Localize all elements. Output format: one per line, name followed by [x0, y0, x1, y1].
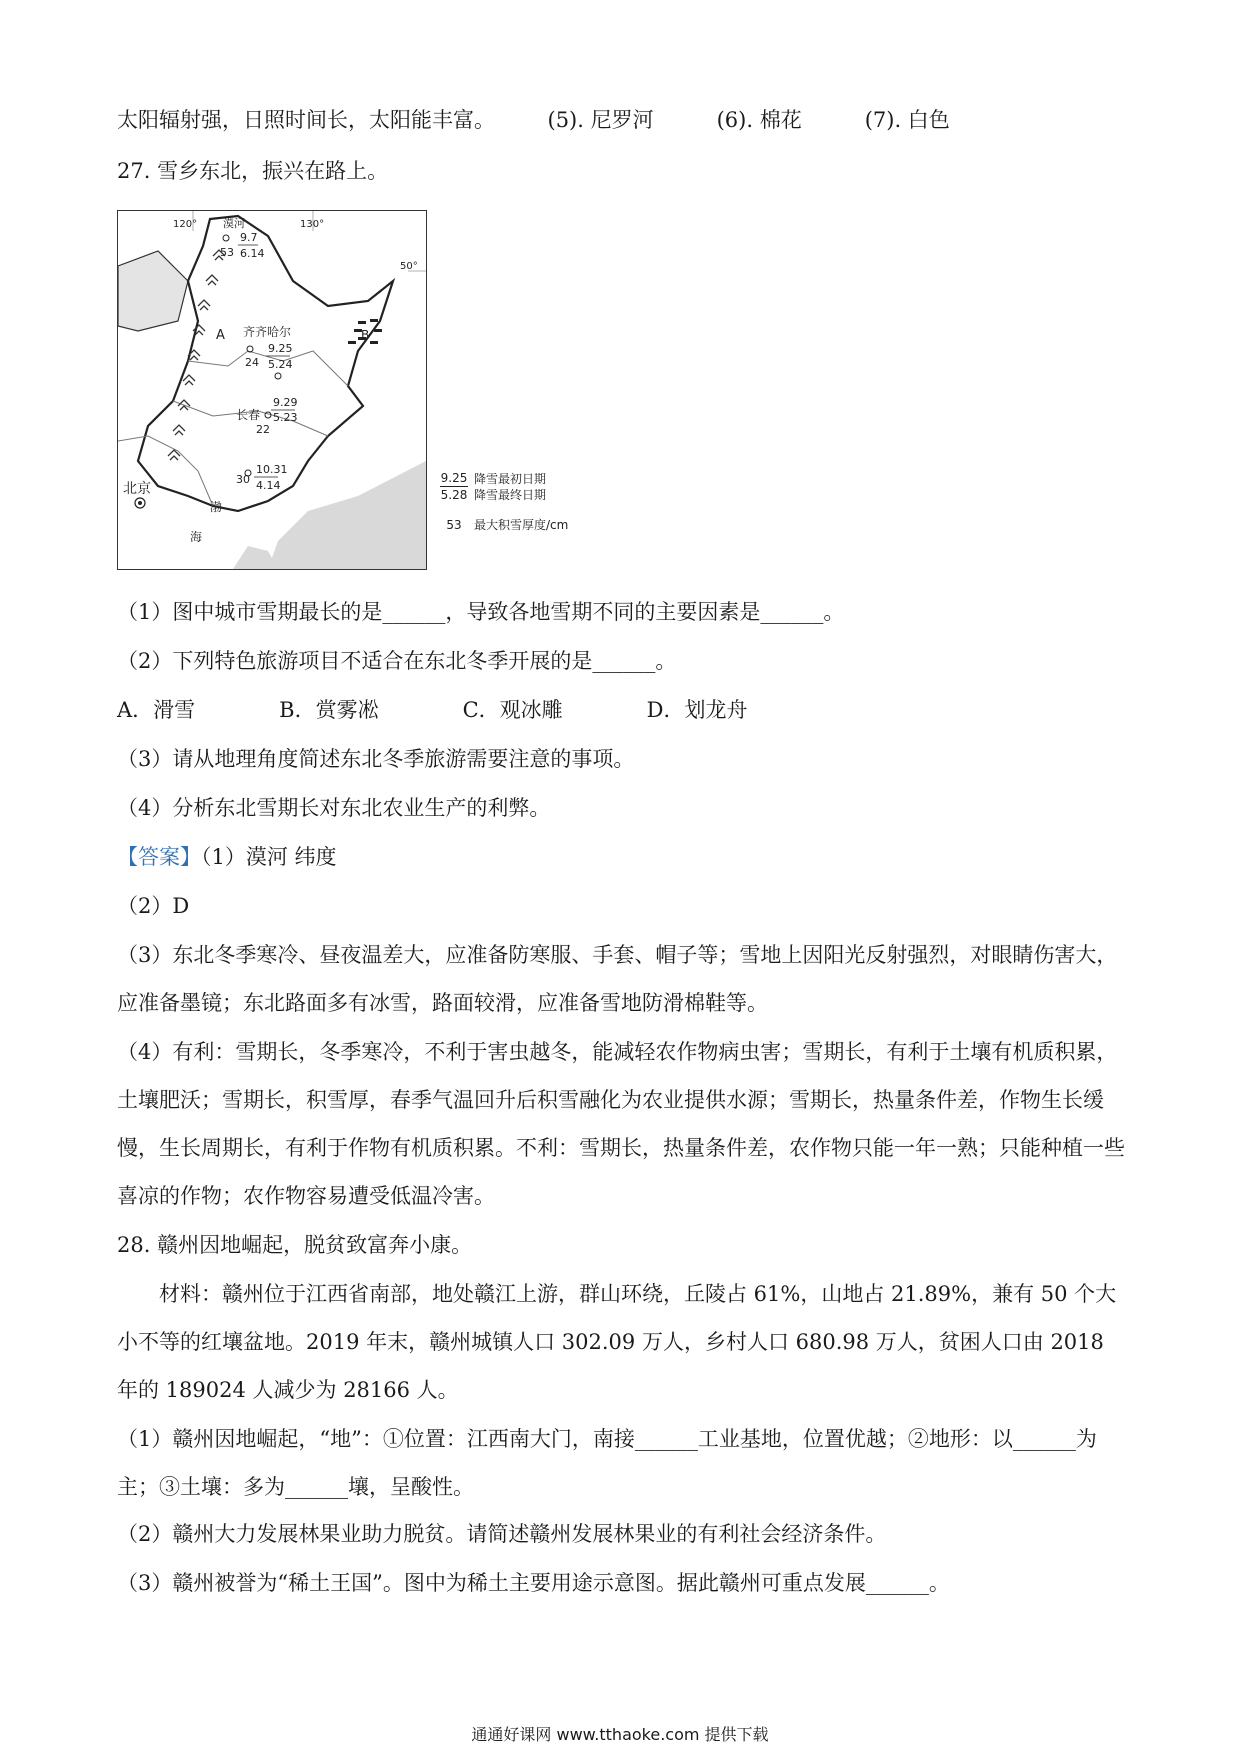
page-footer: 通通好课网 www.tthaoke.com 提供下载: [471, 1725, 769, 1744]
question-28-2: （2）赣州大力发展林果业助力脱贫。请简述赣州发展林果业的有利社会经济条件。: [117, 1522, 887, 1546]
city-qiqihar-name: 齐齐哈尔: [243, 325, 292, 339]
lat-50-label: 50°: [400, 261, 418, 272]
question-27-3: （3）请从地理角度简述东北冬季旅游需要注意的事项。: [117, 747, 635, 771]
city-south-first: 10.31: [256, 463, 288, 476]
city-changchun-first: 9.29: [273, 396, 298, 409]
legend-last-text: 降雪最终日期: [474, 488, 547, 502]
question-27-options: A．滑雪 B．赏雾凇 C．观冰雕 D．划龙舟: [117, 698, 748, 722]
question-28-3: （3）赣州被誉为“稀土王国”。图中为稀土主要用途示意图。据此赣州可重点发展______。: [117, 1571, 950, 1595]
question-28-title: 28. 赣州因地崛起，脱贫致富奔小康。: [117, 1233, 473, 1257]
legend-first-text: 降雪最初日期: [474, 471, 547, 486]
answer-tag: 【答案】: [117, 845, 201, 869]
answer-3: （3）东北冬季寒冷、昼夜温差大，应准备防寒服、手套、帽子等；雪地上因阳光反射强烈，对眼睛伤害大，应准备墨镜；东北路面多有冰雪，路面较滑，应准备雪地防滑棉鞋等。: [117, 943, 1118, 1015]
city-qiqihar-last: 5.24: [268, 358, 293, 371]
legend-first-num: 9.25: [440, 471, 468, 485]
city-qiqihar-depth: 24: [245, 356, 259, 369]
bohai-label-1: 渤: [210, 500, 223, 514]
beijing-label: 北京: [123, 481, 151, 497]
question-27-4: （4）分析东北雪期长对东北农业生产的利弊。: [117, 796, 551, 820]
question-28-material: 材料：赣州位于江西省南部，地处赣江上游，群山环绕，丘陵占 61%，山地占 21.89%，兼有 50 个大小不等的红壤盆地。2019 年末，赣州城镇人口 302.09 万人，乡村人口 680.98 万人，贫困人口由 2018 年的 189024 人减少为 28166 人。: [117, 1282, 1117, 1402]
legend-last-num: 5.28: [440, 488, 468, 502]
city-mohe-first: 9.7: [240, 231, 258, 244]
legend-first: [440, 470, 568, 487]
question-27-1: （1）图中城市雪期最长的是______，导致各地雪期不同的主要因素是______。: [117, 600, 845, 624]
city-south-last: 4.14: [256, 479, 281, 492]
beijing-marker-dot: [138, 501, 142, 505]
city-changchun-name: 长春: [236, 408, 261, 422]
label-b: B: [361, 328, 370, 342]
city-mohe-name: 漠河: [223, 217, 245, 230]
city-mohe-depth: 53: [220, 246, 234, 259]
bohai-label-2: 海: [190, 530, 203, 544]
question-27-2: （2）下列特色旅游项目不适合在东北冬季开展的是______。: [117, 649, 677, 673]
lon-130-label: 130°: [300, 219, 325, 230]
neighbor-region: [118, 251, 188, 331]
legend-depth-text: 最大积雪厚度/cm: [474, 518, 569, 532]
question-28-1: （1）赣州因地崛起，“地”：①位置：江西南大门，南接______工业基地，位置优越；②地形：以______为主；③土壤：多为______壤，呈酸性。: [117, 1427, 1097, 1499]
bohai-sea: [233, 546, 278, 569]
legend-depth: [440, 517, 568, 533]
city-mohe-last: 6.14: [240, 247, 265, 260]
legend-last: [440, 487, 568, 503]
question-27-title: 27. 雪乡东北，振兴在路上。: [117, 159, 389, 183]
lon-120-label: 120°: [173, 219, 198, 230]
label-a: A: [216, 328, 225, 343]
answer-1: （1）漠河 纬度: [201, 845, 337, 869]
line-prev-answer: 太阳辐射强，日照时间长，太阳能丰富。 (5). 尼罗河 (6). 棉花 (7). 白色: [117, 108, 950, 132]
legend-depth-num: 53: [446, 518, 462, 532]
answer-1-line: [117, 842, 337, 872]
city-qiqihar-first: 9.25: [268, 342, 293, 355]
city-south-depth: 30: [236, 473, 250, 486]
map-legend: [440, 470, 568, 533]
answer-4: （4）有利：雪期长，冬季寒冷，不利于害虫越冬，能减轻农作物病虫害；雪期长，有利于土壤有机质积累，土壤肥沃；雪期长，积雪厚，春季气温回升后积雪融化为农业提供水源；雪期长，热量条件差，作物生长缓慢，生长周期长，有利于作物有机质积累。不利：雪期长，热量条件差，农作物只能一年一熟；只能种植一些喜凉的作物；农作物容易遭受低温冷害。: [117, 1040, 1125, 1208]
city-changchun-last: 5.23: [273, 411, 298, 424]
answer-2: （2）D: [117, 894, 190, 918]
city-changchun-depth: 22: [256, 423, 270, 436]
northeast-snow-map: [117, 210, 427, 570]
map-svg: [118, 211, 426, 569]
